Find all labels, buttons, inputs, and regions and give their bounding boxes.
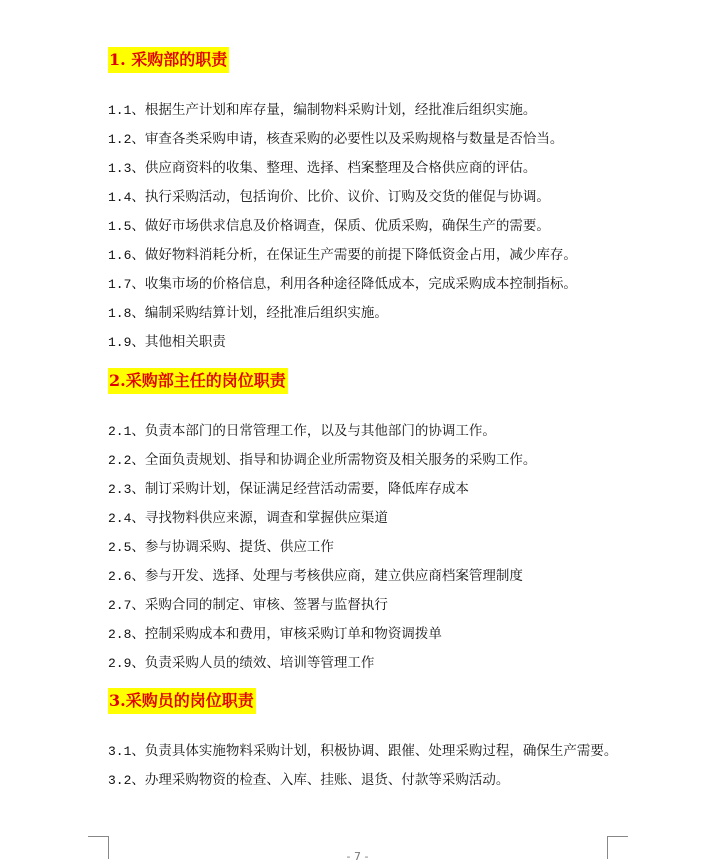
item-number: 2.3 <box>108 482 132 497</box>
item-text: 、采购合同的制定、审核、签署与监督执行 <box>131 597 388 613</box>
item-number: 3.2 <box>108 773 132 788</box>
list-item <box>108 649 618 678</box>
item-text: 、办理采购物资的检查、入库、挂账、退货、付款等采购活动。 <box>131 772 510 788</box>
list-item <box>108 533 618 562</box>
item-number: 1.6 <box>108 248 132 263</box>
item-number: 1.2 <box>108 132 132 147</box>
list-item <box>108 241 618 270</box>
list-item <box>108 504 618 533</box>
section-heading: 2.采购部主任的岗位职责 <box>108 368 288 394</box>
list-item <box>108 591 618 620</box>
item-text: 、其他相关职责 <box>131 334 226 350</box>
item-text: 、审查各类采购申请，核查采购的必要性以及采购规格与数量是否恰当。 <box>131 131 564 147</box>
list-item <box>108 183 618 212</box>
item-text: 、执行采购活动，包括询价、比价、议价、订购及交货的催促与协调。 <box>131 189 550 205</box>
item-text: 、根据生产计划和库存量，编制物料采购计划，经批准后组织实施。 <box>131 102 537 118</box>
item-number: 1.1 <box>108 103 132 118</box>
item-text: 、参与开发、选择、处理与考核供应商，建立供应商档案管理制度 <box>131 568 523 584</box>
item-text: 、全面负责规划、指导和协调企业所需物资及相关服务的采购工作。 <box>131 452 537 468</box>
item-text: 、负责本部门的日常管理工作，以及与其他部门的协调工作。 <box>131 423 496 439</box>
list-item <box>108 737 618 766</box>
item-text: 、参与协调采购、提货、供应工作 <box>131 539 334 555</box>
item-number: 2.4 <box>108 511 132 526</box>
section-heading: 1. 采购部的职责 <box>108 47 229 73</box>
item-text: 、控制采购成本和费用，审核采购订单和物资调拨单 <box>131 626 442 642</box>
list-item <box>108 562 618 591</box>
list-item <box>108 620 618 649</box>
list-item <box>108 212 618 241</box>
list-item <box>108 766 618 795</box>
item-text: 、收集市场的价格信息，利用各种途径降低成本，完成采购成本控制指标。 <box>131 276 577 292</box>
item-text: 、负责采购人员的绩效、培训等管理工作 <box>131 655 375 671</box>
item-number: 2.5 <box>108 540 132 555</box>
item-text: 、做好市场供求信息及价格调查，保质、优质采购，确保生产的需要。 <box>131 218 550 234</box>
section-purchaser-duties <box>108 688 618 795</box>
item-number: 2.8 <box>108 627 132 642</box>
item-number: 3.1 <box>108 744 132 759</box>
list-item <box>108 417 618 446</box>
item-number: 1.4 <box>108 190 132 205</box>
list-item <box>108 125 618 154</box>
section-purchasing-director-duties <box>108 368 618 678</box>
section-purchasing-dept-duties <box>108 47 618 357</box>
item-number: 1.9 <box>108 335 132 350</box>
list-item <box>108 96 618 125</box>
list-item <box>108 299 618 328</box>
item-text: 、做好物料消耗分析，在保证生产需要的前提下降低资金占用，减少库存。 <box>131 247 577 263</box>
page-number: - 7 - <box>346 850 369 863</box>
item-number: 2.7 <box>108 598 132 613</box>
item-text: 、负责具体实施物料采购计划，积极协调、跟催、处理采购过程，确保生产需要。 <box>131 743 618 759</box>
item-number: 2.9 <box>108 656 132 671</box>
list-item <box>108 328 618 357</box>
list-item <box>108 154 618 183</box>
item-text: 、制订采购计划，保证满足经营活动需要，降低库存成本 <box>131 481 469 497</box>
list-item <box>108 446 618 475</box>
section-heading: 3.采购员的岗位职责 <box>108 688 256 714</box>
item-text: 、寻找物料供应来源，调查和掌握供应渠道 <box>131 510 388 526</box>
item-number: 1.5 <box>108 219 132 234</box>
item-text: 、供应商资料的收集、整理、选择、档案整理及合格供应商的评估。 <box>131 160 537 176</box>
item-number: 2.1 <box>108 424 132 439</box>
item-number: 2.2 <box>108 453 132 468</box>
item-number: 1.7 <box>108 277 132 292</box>
item-number: 1.8 <box>108 306 132 321</box>
list-item <box>108 270 618 299</box>
item-number: 2.6 <box>108 569 132 584</box>
list-item <box>108 475 618 504</box>
item-text: 、编制采购结算计划，经批准后组织实施。 <box>131 305 388 321</box>
item-number: 1.3 <box>108 161 132 176</box>
